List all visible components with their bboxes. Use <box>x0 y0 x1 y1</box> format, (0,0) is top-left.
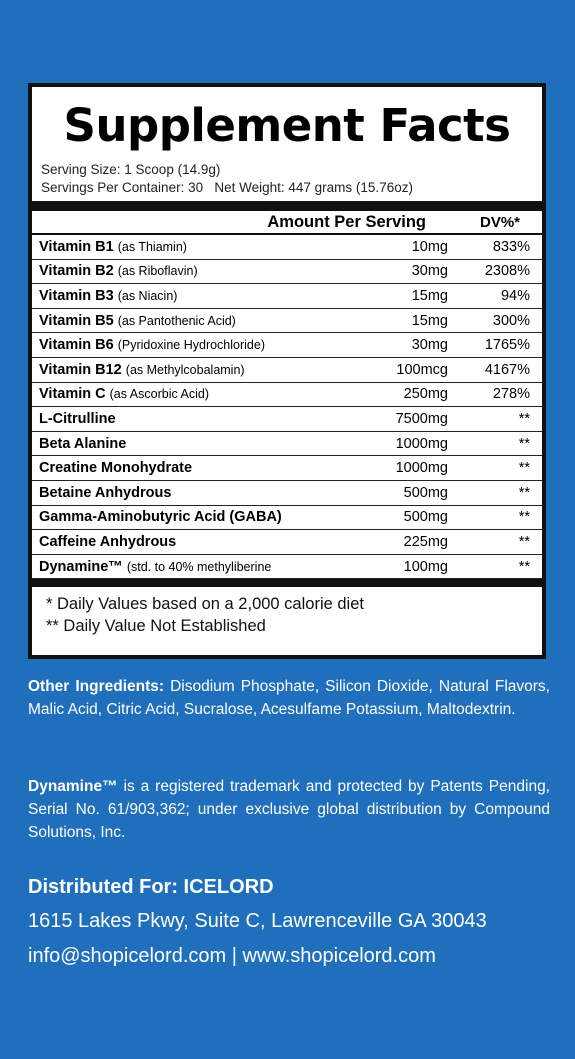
ingredient-dv: 833% <box>492 238 530 255</box>
table-header <box>32 211 542 235</box>
footnote-not-established: ** Daily Value Not Established <box>46 617 266 636</box>
facts-row <box>32 358 542 383</box>
facts-row <box>32 407 542 432</box>
ingredient-amount: 500mg <box>403 484 448 501</box>
ingredient-amount: 15mg <box>411 312 448 329</box>
other-ingredients-label: Other Ingredients: <box>28 678 165 695</box>
distributor-title: Distributed For: ICELORD <box>28 876 274 898</box>
ingredient-name: Vitamin B5 <box>39 312 114 329</box>
ingredient-name: Caffeine Anhydrous <box>39 533 177 550</box>
facts-row <box>32 383 542 408</box>
facts-row <box>32 284 542 309</box>
ingredient-dv: ** <box>518 435 530 452</box>
ingredient-name-cell <box>32 362 346 378</box>
facts-row <box>32 432 542 457</box>
ingredient-name-cell <box>32 485 346 501</box>
ingredient-amount: 15mg <box>411 287 448 304</box>
servings-and-weight <box>41 179 542 197</box>
facts-row <box>32 555 542 580</box>
facts-rows <box>32 235 542 579</box>
ingredient-amount: 7500mg <box>395 410 448 427</box>
facts-row <box>32 235 542 260</box>
ingredient-name-cell <box>32 337 346 353</box>
ingredient-name: Vitamin C <box>39 386 106 403</box>
ingredient-detail: (as Niacin) <box>117 288 178 303</box>
ingredient-dv: ** <box>518 533 530 550</box>
facts-row <box>32 530 542 555</box>
ingredient-dv: ** <box>518 484 530 501</box>
ingredient-dv: ** <box>518 558 530 575</box>
facts-row <box>32 456 542 481</box>
ingredient-name: Vitamin B3 <box>39 287 114 304</box>
facts-row <box>32 333 542 358</box>
ingredient-name-cell <box>32 460 346 476</box>
thick-divider <box>32 201 542 211</box>
facts-row <box>32 260 542 285</box>
ingredient-name: Creatine Monohydrate <box>39 460 193 477</box>
ingredient-amount: 500mg <box>403 509 448 526</box>
ingredient-amount: 250mg <box>403 386 448 403</box>
ingredient-dv: ** <box>518 410 530 427</box>
ingredient-name: Beta Alanine <box>39 435 127 452</box>
footnotes <box>32 587 542 637</box>
ingredient-name: Gamma-Aminobutyric Acid (GABA) <box>39 509 282 526</box>
ingredient-name-cell <box>32 313 346 329</box>
ingredient-detail: (as Thiamin) <box>117 239 187 254</box>
ingredient-amount: 100mcg <box>396 361 448 378</box>
ingredient-detail: (Pyridoxine Hydrochloride) <box>117 338 265 353</box>
ingredient-dv: ** <box>518 460 530 477</box>
ingredient-name-cell <box>32 559 346 575</box>
trademark-text: is a registered trademark and protected by Patents Pending, Serial No. 61/903,362; under exclusive global distribution by Compound Solutions, Inc. <box>28 778 550 841</box>
ingredient-name: Vitamin B1 <box>39 238 114 255</box>
ingredient-amount: 10mg <box>411 238 448 255</box>
ingredient-dv: 1765% <box>484 337 530 354</box>
ingredient-name-cell <box>32 263 346 279</box>
servings-per-container: Servings Per Container: 30 <box>41 180 204 195</box>
ingredient-dv: ** <box>518 509 530 526</box>
header-amount: Amount Per Serving <box>267 212 426 231</box>
ingredient-amount: 1000mg <box>395 435 448 452</box>
distributor-contact: info@shopicelord.com | www.shopicelord.com <box>28 945 436 967</box>
other-ingredients <box>28 675 550 721</box>
ingredient-detail: (as Riboflavin) <box>117 264 198 279</box>
trademark-label: Dynamine™ <box>28 778 118 795</box>
facts-row <box>32 481 542 506</box>
ingredient-dv: 278% <box>492 386 530 403</box>
trademark-notice <box>28 775 550 844</box>
ingredient-dv: 94% <box>500 287 530 304</box>
ingredient-name-cell <box>32 436 346 452</box>
ingredient-amount: 1000mg <box>395 460 448 477</box>
ingredient-name-cell <box>32 386 346 402</box>
ingredient-name-cell <box>32 288 346 304</box>
ingredient-name: L-Citrulline <box>39 410 116 427</box>
net-weight: Net Weight: 447 grams (15.76oz) <box>214 180 413 195</box>
footnote-daily-values: * Daily Values based on a 2,000 calorie diet <box>46 595 364 614</box>
ingredient-detail: (as Methylcobalamin) <box>125 362 245 377</box>
serving-info <box>41 161 542 197</box>
other-ingredients-text: Disodium Phosphate, Silicon Dioxide, Natural Flavors, Malic Acid, Citric Acid, Sucralose, Acesulfame Potassium, Maltodextrin. <box>28 678 550 718</box>
ingredient-amount: 100mg <box>403 558 448 575</box>
ingredient-name-cell <box>32 509 346 525</box>
facts-row <box>32 309 542 334</box>
ingredient-name-cell <box>32 534 346 550</box>
facts-row <box>32 506 542 531</box>
ingredient-amount: 30mg <box>411 337 448 354</box>
ingredient-detail: (as Pantothenic Acid) <box>117 313 236 328</box>
bottom-divider <box>32 579 542 587</box>
ingredient-name-cell <box>32 239 346 255</box>
supplement-facts-panel <box>28 83 546 659</box>
ingredient-name-cell <box>32 411 346 427</box>
serving-size: Serving Size: 1 Scoop (14.9g) <box>41 162 221 177</box>
ingredient-name: Vitamin B6 <box>39 337 114 354</box>
header-dv: DV%* <box>480 213 521 231</box>
ingredient-dv: 4167% <box>484 361 530 378</box>
ingredient-detail: (as Ascorbic Acid) <box>109 387 209 402</box>
distributor-address: 1615 Lakes Pkwy, Suite C, Lawrenceville GA 30043 <box>28 910 487 932</box>
ingredient-name: Betaine Anhydrous <box>39 484 172 501</box>
ingredient-detail: (std. to 40% methyliberine <box>126 559 272 574</box>
ingredient-amount: 30mg <box>411 263 448 280</box>
ingredient-dv: 300% <box>492 312 530 329</box>
ingredient-name: Dynamine™ <box>39 558 123 575</box>
supplement-facts-title: Supplement Facts <box>63 99 511 152</box>
ingredient-dv: 2308% <box>484 263 530 280</box>
ingredient-name: Vitamin B12 <box>39 361 122 378</box>
ingredient-amount: 225mg <box>403 533 448 550</box>
ingredient-name: Vitamin B2 <box>39 263 114 280</box>
